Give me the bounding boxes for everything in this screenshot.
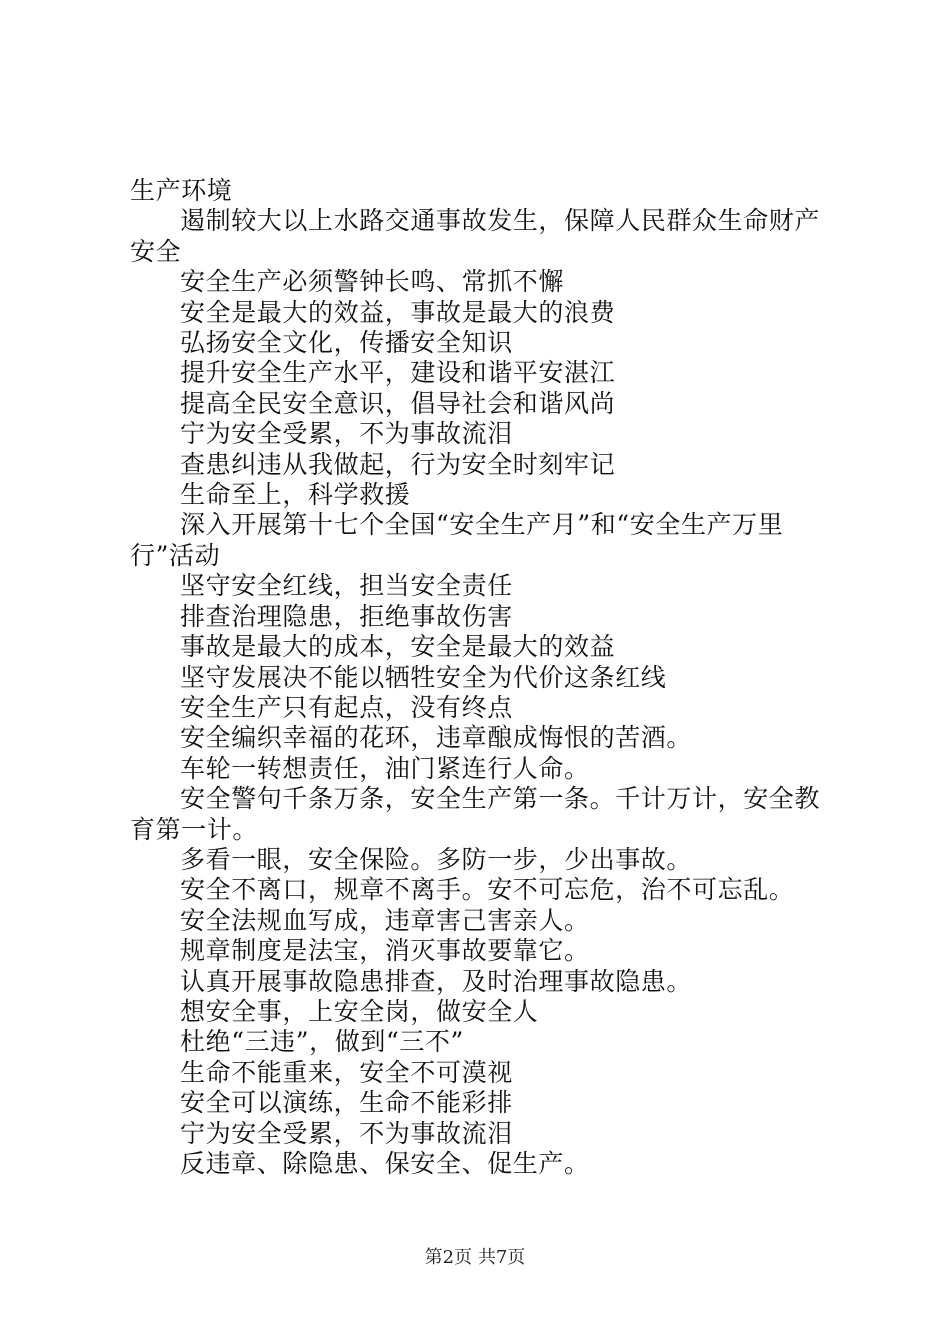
document-paragraph: 坚守安全红线，担当安全责任 — [180, 571, 513, 601]
document-paragraph: 查患纠违从我做起，行为安全时刻牢记 — [180, 449, 616, 479]
document-paragraph: 深入开展第十七个全国“安全生产月”和“安全生产万里行”活动 — [130, 510, 784, 570]
document-paragraph: 安全编织幸福的花环，违章酿成悔恨的苦酒。 — [180, 723, 693, 753]
document-paragraph: 事故是最大的成本，安全是最大的效益 — [180, 632, 616, 662]
document-paragraph: 安全不离口，规章不离手。安不可忘危，治不可忘乱。 — [180, 875, 795, 905]
document-paragraph: 安全可以演练，生命不能彩排 — [180, 1088, 513, 1118]
document-paragraph: 遏制较大以上水路交通事故发生，保障人民群众生命财产安全 — [130, 206, 821, 266]
document-paragraph: 宁为安全受累，不为事故流泪 — [180, 1118, 513, 1148]
document-paragraph: 多看一眼，安全保险。多防一步，少出事故。 — [180, 844, 693, 874]
page-footer: 第2页 共7页 — [424, 1247, 526, 1268]
document-paragraph: 生命至上，科学救援 — [180, 480, 411, 510]
document-paragraph: 认真开展事故隐患排查，及时治理事故隐患。 — [180, 966, 693, 996]
document-paragraph: 安全是最大的效益，事故是最大的浪费 — [180, 297, 616, 327]
document-paragraph: 生命不能重来，安全不可漠视 — [180, 1057, 513, 1087]
document-paragraph: 杜绝“三违”，做到“三不” — [180, 1027, 464, 1057]
document-paragraph: 安全生产必须警钟长鸣、常抓不懈 — [180, 267, 565, 297]
document-paragraph: 规章制度是法宝，消灭事故要靠它。 — [180, 936, 590, 966]
document-paragraph: 安全警句千条万条，安全生产第一条。千计万计，安全教育第一计。 — [130, 784, 821, 844]
document-paragraph: 安全生产只有起点，没有终点 — [180, 692, 513, 722]
document-paragraph: 坚守发展决不能以牺牲安全为代价这条红线 — [180, 662, 667, 692]
document-body — [130, 176, 835, 1179]
document-paragraph: 提升安全生产水平，建设和谐平安湛江 — [180, 358, 616, 388]
document-paragraph: 车轮一转想责任，油门紧连行人命。 — [180, 753, 590, 783]
document-paragraph: 生产环境 — [130, 176, 233, 205]
document-paragraph: 想安全事，上安全岗，做安全人 — [180, 996, 539, 1026]
document-paragraph: 安全法规血写成，违章害己害亲人。 — [180, 905, 590, 935]
document-paragraph: 反违章、除隐患、保安全、促生产。 — [180, 1149, 590, 1178]
document-paragraph: 提高全民安全意识，倡导社会和谐风尚 — [180, 388, 616, 418]
document-paragraph: 宁为安全受累，不为事故流泪 — [180, 419, 513, 449]
document-paragraph: 弘扬安全文化，传播安全知识 — [180, 328, 513, 358]
document-paragraph: 排查治理隐患，拒绝事故伤害 — [180, 601, 513, 631]
